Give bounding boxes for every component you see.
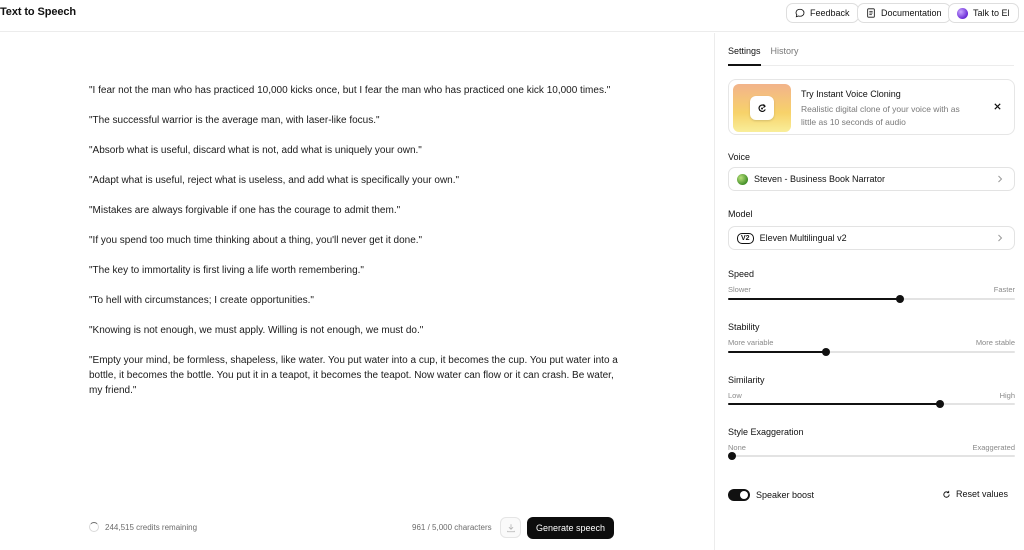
text-paragraph: "I fear not the man who has practiced 10,000 kicks once, but I fear the man who has practiced one kick 10,000 times." <box>89 85 611 96</box>
speed-min-label: Slower <box>728 285 751 294</box>
tab-settings[interactable]: Settings <box>728 46 761 66</box>
reset-values-label: Reset values <box>956 489 1009 499</box>
tab-history[interactable]: History <box>770 46 799 56</box>
document-icon <box>866 8 876 18</box>
credits-text: 244,515 credits remaining <box>105 522 198 532</box>
text-paragraph: "The key to immortality is first living a life worth remembering." <box>89 265 364 276</box>
stability-slider[interactable] <box>728 351 1015 353</box>
speaker-boost-row <box>728 489 814 501</box>
promo-thumbnail <box>733 84 791 132</box>
promo-title: Try Instant Voice Cloning <box>801 89 901 99</box>
voice-avatar-icon <box>737 174 748 185</box>
speaker-boost-toggle[interactable] <box>728 489 750 501</box>
voice-cloning-promo[interactable] <box>728 79 1015 135</box>
voice-selector[interactable] <box>728 167 1015 191</box>
text-paragraph: "The successful warrior is the average man, with laser-like focus." <box>89 115 380 126</box>
style-range-labels <box>728 443 1015 452</box>
toggle-knob <box>740 491 748 499</box>
credits-indicator <box>89 522 197 532</box>
page-title: Text to Speech <box>0 6 77 18</box>
text-paragraph: "To hell with circumstances; I create opportunities." <box>89 295 314 306</box>
text-paragraph: "Mistakes are always forgivable if one has the courage to admit them." <box>89 205 401 216</box>
model-label: Model <box>728 209 753 219</box>
similarity-range-labels <box>728 391 1015 400</box>
model-selector[interactable] <box>728 226 1015 250</box>
style-exaggeration-label: Style Exaggeration <box>728 427 804 437</box>
speed-max-label: Faster <box>993 285 1015 294</box>
voice-label: Voice <box>728 152 751 162</box>
chevron-right-icon <box>996 234 1004 242</box>
model-version-badge: V2 <box>737 233 754 244</box>
speed-label: Speed <box>728 269 755 279</box>
text-paragraph: "Knowing is not enough, we must apply. Willing is not enough, we must do." <box>89 325 424 336</box>
settings-tabs <box>728 46 1014 66</box>
model-name: Eleven Multilingual v2 <box>759 233 847 243</box>
voice-name: Steven - Business Book Narrator <box>754 174 886 184</box>
text-paragraph: "Absorb what is useful, discard what is not, add what is uniquely your own." <box>89 145 422 156</box>
stability-range-labels <box>728 338 1015 347</box>
reset-values-button[interactable] <box>942 489 1008 499</box>
talk-to-el-button[interactable] <box>948 3 1019 23</box>
style-exaggeration-slider[interactable] <box>728 455 1015 457</box>
download-button[interactable] <box>500 517 521 538</box>
chat-bubble-icon <box>795 8 805 18</box>
text-paragraph: "Empty your mind, be formless, shapeless, like water. You put water into a cup, it becomes the cup. You put water into a bottle, it becomes the bottle. You put it in a teapot, it becomes the teapot. Now water can flow or it can crash. Be water, my friend." <box>89 355 618 396</box>
speed-slider-handle[interactable] <box>896 295 904 303</box>
speed-range-labels <box>728 285 1015 294</box>
similarity-slider[interactable] <box>728 403 1015 405</box>
stability-slider-handle[interactable] <box>822 348 830 356</box>
style-min-label: None <box>728 443 746 452</box>
top-bar <box>0 0 1024 32</box>
talk-label: Talk to El <box>973 8 1010 18</box>
promo-description: Realistic digital clone of your voice with as little as 10 seconds of audio <box>801 104 960 127</box>
stability-max-label: More stable <box>975 338 1015 347</box>
voice-clone-icon <box>750 96 774 120</box>
text-input[interactable] <box>89 83 619 413</box>
feedback-label: Feedback <box>810 8 850 18</box>
stability-label: Stability <box>728 322 760 332</box>
close-icon[interactable] <box>991 100 1003 112</box>
settings-panel <box>716 33 1024 550</box>
download-icon <box>506 523 516 533</box>
similarity-label: Similarity <box>728 375 765 385</box>
style-max-label: Exaggerated <box>972 443 1015 452</box>
speed-slider[interactable] <box>728 298 1015 300</box>
similarity-slider-handle[interactable] <box>936 400 944 408</box>
character-count: 961 / 5,000 characters <box>412 523 492 532</box>
similarity-max-label: High <box>999 391 1015 400</box>
speed-slider-fill <box>728 298 900 300</box>
style-slider-handle[interactable] <box>728 452 736 460</box>
text-paragraph: "Adapt what is useful, reject what is useless, and add what is specifically your own." <box>89 175 460 186</box>
orb-icon <box>957 8 968 19</box>
credits-ring-icon <box>89 522 99 532</box>
similarity-slider-fill <box>728 403 940 405</box>
similarity-min-label: Low <box>728 391 742 400</box>
speaker-boost-label: Speaker boost <box>756 490 815 500</box>
reset-icon <box>942 490 951 499</box>
chevron-right-icon <box>996 175 1004 183</box>
generate-speech-button[interactable]: Generate speech <box>527 517 614 539</box>
stability-slider-fill <box>728 351 826 353</box>
stability-min-label: More variable <box>728 338 774 347</box>
editor-pane <box>0 33 715 550</box>
documentation-label: Documentation <box>881 8 942 18</box>
feedback-button[interactable] <box>786 3 859 23</box>
documentation-button[interactable] <box>857 3 951 23</box>
text-paragraph: "If you spend too much time thinking about a thing, you'll never get it done." <box>89 235 423 246</box>
